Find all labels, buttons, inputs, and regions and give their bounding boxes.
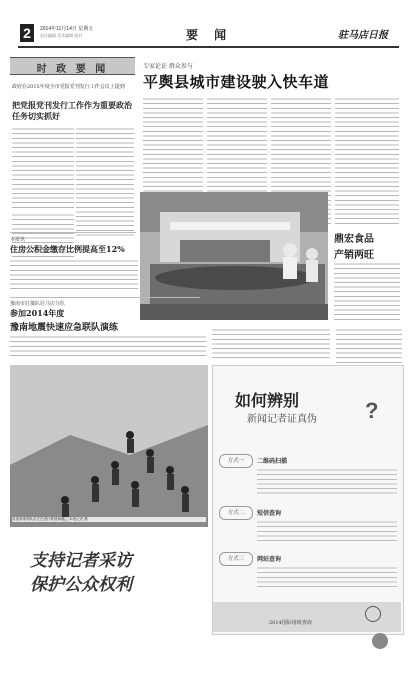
date-line: 2014年11月14日 星期五 (40, 26, 94, 32)
news-box-title: 时 政 要 闻 (36, 64, 109, 75)
news-item1-kicker: 政府在2015年度全市党报党刊发行工作会议上提到 (12, 84, 125, 90)
press-card-footer-band (213, 602, 401, 632)
news-item1-body (12, 127, 74, 209)
press-card-question: ? (365, 398, 379, 423)
method2-title: 短信查询 (257, 510, 282, 517)
news-box (10, 57, 135, 227)
main-story-headline: 平舆县城市建设驶入快车道 (143, 73, 330, 91)
page-header (18, 20, 399, 46)
housing-headline: 住房公积金缴存比例提高至12% (10, 244, 125, 254)
method1-body (257, 468, 397, 494)
method3-title: 网站查询 (257, 556, 282, 563)
news-box-banner (10, 57, 135, 75)
housing-body (10, 259, 138, 291)
housing-story (10, 233, 140, 293)
section-title: 要 闻 (186, 28, 233, 42)
meta-line: 责任编辑 美术编辑 校对 (40, 33, 83, 38)
seal-icon (372, 633, 388, 649)
drill-body (10, 335, 206, 359)
method3-tag: 方式三 (219, 552, 253, 566)
globe-icon (365, 606, 381, 622)
housing-kicker: 本报讯 (10, 237, 26, 243)
ad-line1: 鼎宏食品 (334, 234, 374, 245)
method3-body (257, 566, 397, 588)
press-card-box (212, 365, 404, 635)
main-story-kicker: 专家论证 群众参与 (143, 63, 193, 70)
slogan-block (30, 540, 210, 620)
method1-tag: 方式一 (219, 454, 253, 468)
drill-kicker: 豫南市驻豫队驻马店分队 (10, 301, 66, 307)
ad-side-body (334, 262, 400, 320)
method2-body (257, 520, 397, 544)
photo-caption: 参加演练的队员正在进行救援演练。 本报记者 摄 (12, 517, 206, 522)
method1-title: 二维码扫描 (257, 458, 288, 465)
press-card-headline1: 如何辨别 (235, 393, 300, 410)
news-item1-body-2 (76, 127, 134, 237)
press-card-footer: 2014国际用纸查询 (269, 620, 312, 626)
page-number: 2 (20, 24, 34, 42)
method2-tag: 方式二 (219, 506, 253, 520)
drill-headline2: 豫南地震快速应急联队演练 (10, 323, 119, 333)
paper-name: 驻马店日报 (338, 30, 388, 41)
drill-headline1: 参加2014年度 (10, 308, 65, 318)
slogan-line2: 保护公众权利 (30, 575, 132, 595)
ad-line2: 产销两旺 (334, 250, 374, 261)
drill-story (10, 298, 210, 360)
rescue-image (10, 365, 208, 527)
rescue-photo (10, 365, 208, 527)
news-item1-headline: 把党报党刊发行工作作为重要政治任务切实抓好 (12, 100, 132, 121)
press-card-headline2: 新闻记者证真伪 (247, 414, 317, 425)
slogan-line1: 支持记者采访 (30, 551, 132, 571)
middle-column-text (212, 328, 330, 358)
